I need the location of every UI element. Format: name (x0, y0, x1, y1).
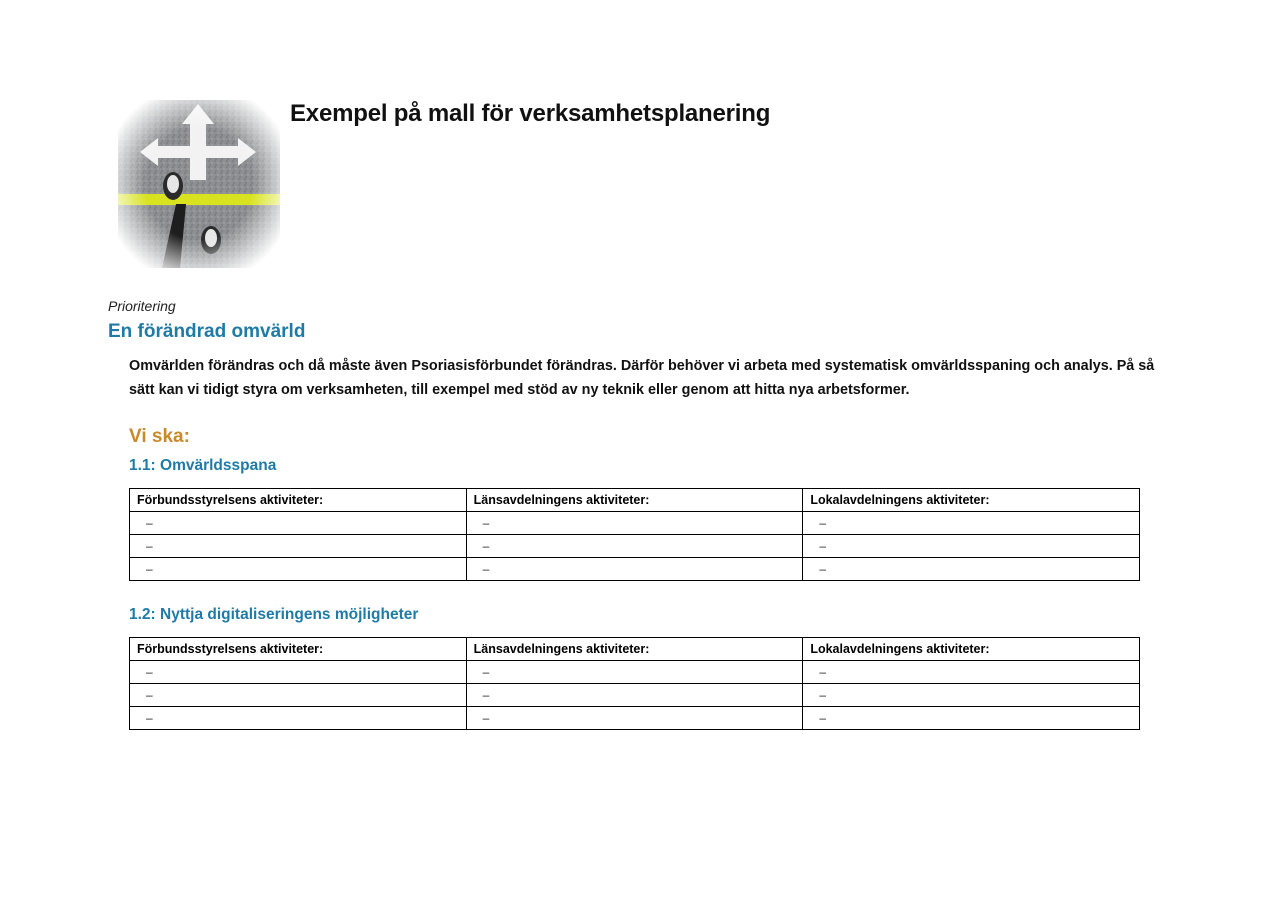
section-heading: En förändrad omvärld (108, 321, 306, 342)
column-header: Länsavdelningens aktiviteter: (466, 638, 803, 661)
table-cell[interactable]: – (803, 661, 1140, 684)
table-row (130, 707, 1140, 730)
table-cell[interactable]: – (466, 558, 803, 581)
column-header: Lokalavdelningens aktiviteter: (803, 489, 1140, 512)
table-row (130, 558, 1140, 581)
table-cell[interactable]: – (130, 558, 467, 581)
table-row (130, 535, 1140, 558)
crossroads-arrows-icon (118, 100, 280, 268)
section-label: Prioritering (108, 298, 176, 314)
table-row (130, 512, 1140, 535)
column-header: Lokalavdelningens aktiviteter: (803, 638, 1140, 661)
table-row (130, 684, 1140, 707)
activity-table-2 (129, 637, 1140, 730)
table-cell[interactable]: – (466, 661, 803, 684)
table-cell[interactable]: – (466, 707, 803, 730)
table-header-row (130, 489, 1140, 512)
intro-paragraph: Omvärlden förändras och då måste även Psoriasisförbundet förändras. Därför behöver vi arbeta med systematisk omvärldsspaning och analys. På så sätt kan vi tidigt styra om verksamheten, till exempel med stöd av ny teknik eller genom att hitta nya arbetsformer. (129, 358, 1155, 398)
vi-ska-heading: Vi ska: (129, 426, 190, 447)
column-header: Länsavdelningens aktiviteter: (466, 489, 803, 512)
column-header: Förbundsstyrelsens aktiviteter: (130, 489, 467, 512)
table-cell[interactable]: – (803, 535, 1140, 558)
table-cell[interactable]: – (130, 535, 467, 558)
table-cell[interactable]: – (130, 684, 467, 707)
table-cell[interactable]: – (803, 512, 1140, 535)
subheading-digitalisering: 1.2: Nyttja digitaliseringens möjligheter (129, 606, 419, 623)
subheading-omvarldsspana: 1.1: Omvärldsspana (129, 457, 277, 474)
table-cell[interactable]: – (803, 707, 1140, 730)
table-row (130, 661, 1140, 684)
table-cell[interactable]: – (466, 512, 803, 535)
table-cell[interactable]: – (130, 707, 467, 730)
table-header-row (130, 638, 1140, 661)
table-cell[interactable]: – (130, 661, 467, 684)
table-cell[interactable]: – (130, 512, 467, 535)
table-cell[interactable]: – (803, 558, 1140, 581)
table-cell[interactable]: – (803, 684, 1140, 707)
activity-table-1 (129, 488, 1140, 581)
crossroads-photo (118, 100, 280, 268)
column-header: Förbundsstyrelsens aktiviteter: (130, 638, 467, 661)
table-cell[interactable]: – (466, 535, 803, 558)
document-title: Exempel på mall för verksamhetsplanering (290, 100, 771, 127)
table-cell[interactable]: – (466, 684, 803, 707)
